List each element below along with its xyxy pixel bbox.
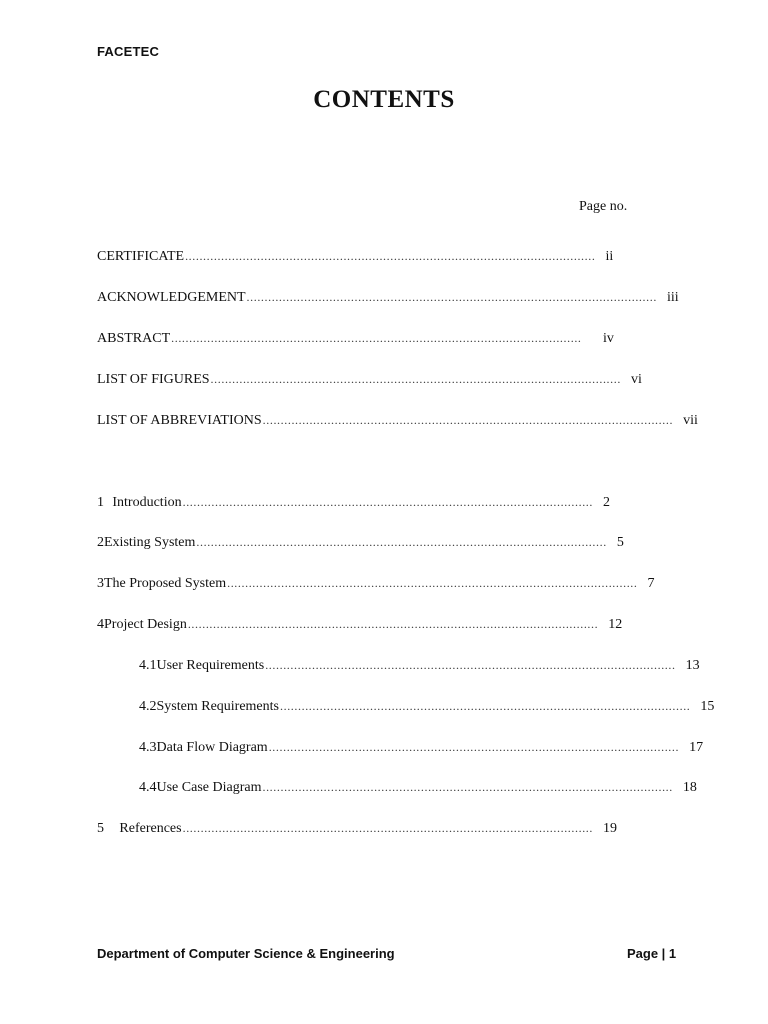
toc-row-abstract bbox=[97, 329, 627, 347]
toc-page-number: 19 bbox=[603, 821, 617, 836]
toc-number: 1 bbox=[97, 495, 104, 510]
toc-row-chapter-4 bbox=[97, 615, 627, 633]
toc-page-number: iii bbox=[666, 290, 679, 305]
toc-number: 4.1 bbox=[139, 658, 157, 673]
footer-department: Department of Computer Science & Engineering bbox=[97, 946, 395, 961]
toc-row-list-of-abbreviations bbox=[97, 411, 698, 429]
dot-leader: .................................................................................................................. bbox=[182, 821, 593, 835]
toc-row-chapter-3 bbox=[97, 574, 655, 592]
page-no-column-label: Page no. bbox=[579, 199, 628, 214]
toc-label: CERTIFICATE bbox=[97, 249, 185, 264]
toc-label: LIST OF FIGURES bbox=[97, 372, 210, 387]
toc-page-number: vi bbox=[630, 372, 642, 387]
header-label: FACETEC bbox=[97, 44, 160, 59]
toc-label: System Requirements bbox=[156, 699, 279, 714]
toc-page-number: 7 bbox=[647, 576, 655, 591]
page-title: CONTENTS bbox=[313, 86, 455, 113]
toc-row-certificate bbox=[97, 247, 627, 265]
dot-leader: .................................................................................................................. bbox=[185, 249, 596, 263]
toc-label: User Requirements bbox=[156, 658, 265, 673]
dot-leader: .................................................................................................................. bbox=[171, 331, 582, 345]
dot-leader: .................................................................................................................. bbox=[246, 290, 657, 304]
toc-page-number: ii bbox=[605, 249, 614, 264]
toc-row-section-4-1 bbox=[139, 656, 700, 674]
toc-label: Data Flow Diagram bbox=[156, 740, 268, 755]
toc-page-number: 12 bbox=[608, 617, 623, 632]
toc-number: 4 bbox=[97, 617, 104, 632]
toc-number: 4.3 bbox=[139, 740, 157, 755]
toc-row-chapter-2 bbox=[97, 533, 627, 551]
dot-leader: .................................................................................................................. bbox=[262, 780, 673, 794]
toc-number: 3 bbox=[97, 576, 104, 591]
toc-row-chapter-5 bbox=[97, 819, 627, 837]
dot-leader: .................................................................................................................. bbox=[227, 576, 638, 590]
toc-page-number: iv bbox=[603, 331, 614, 346]
toc-label: Existing System bbox=[104, 535, 196, 550]
toc-number: 5 bbox=[97, 821, 104, 836]
footer-page-number: Page | 1 bbox=[627, 946, 677, 961]
toc-label: Introduction bbox=[112, 495, 182, 510]
toc-page-number: 15 bbox=[700, 699, 715, 714]
dot-leader: .................................................................................................................. bbox=[265, 658, 676, 672]
toc-label: ABSTRACT bbox=[97, 331, 171, 346]
toc-number: 4.4 bbox=[139, 780, 157, 795]
toc-row-chapter-1 bbox=[97, 493, 627, 511]
toc-number: 2 bbox=[97, 535, 104, 550]
toc-page-number: 5 bbox=[616, 535, 624, 550]
toc-label: ACKNOWLEDGEMENT bbox=[97, 290, 246, 305]
toc-row-acknowledgement bbox=[97, 288, 679, 306]
dot-leader: .................................................................................................................. bbox=[280, 699, 691, 713]
toc-row-section-4-3 bbox=[139, 738, 704, 756]
toc-label: Project Design bbox=[104, 617, 187, 632]
toc-page-number: 13 bbox=[685, 658, 700, 673]
dot-leader: .................................................................................................................. bbox=[182, 495, 593, 509]
toc-row-section-4-4 bbox=[139, 778, 697, 796]
dot-leader: .................................................................................................................. bbox=[210, 372, 621, 386]
toc-label: References bbox=[119, 821, 182, 836]
toc-label: LIST OF ABBREVIATIONS bbox=[97, 413, 262, 428]
toc-page-number: 18 bbox=[682, 780, 697, 795]
toc-page-number: 2 bbox=[603, 495, 610, 510]
toc-label: The Proposed System bbox=[104, 576, 227, 591]
toc-number: 4.2 bbox=[139, 699, 157, 714]
dot-leader: .................................................................................................................. bbox=[187, 617, 599, 631]
dot-leader: .................................................................................................................. bbox=[268, 740, 680, 754]
toc-label: Use Case Diagram bbox=[156, 780, 262, 795]
toc-row-section-4-2 bbox=[139, 697, 715, 715]
toc-page-number: 17 bbox=[689, 740, 704, 755]
toc-row-list-of-figures bbox=[97, 370, 642, 388]
dot-leader: .................................................................................................................. bbox=[196, 535, 607, 549]
toc-page-number: vii bbox=[683, 413, 698, 428]
dot-leader: .................................................................................................................. bbox=[262, 413, 674, 427]
